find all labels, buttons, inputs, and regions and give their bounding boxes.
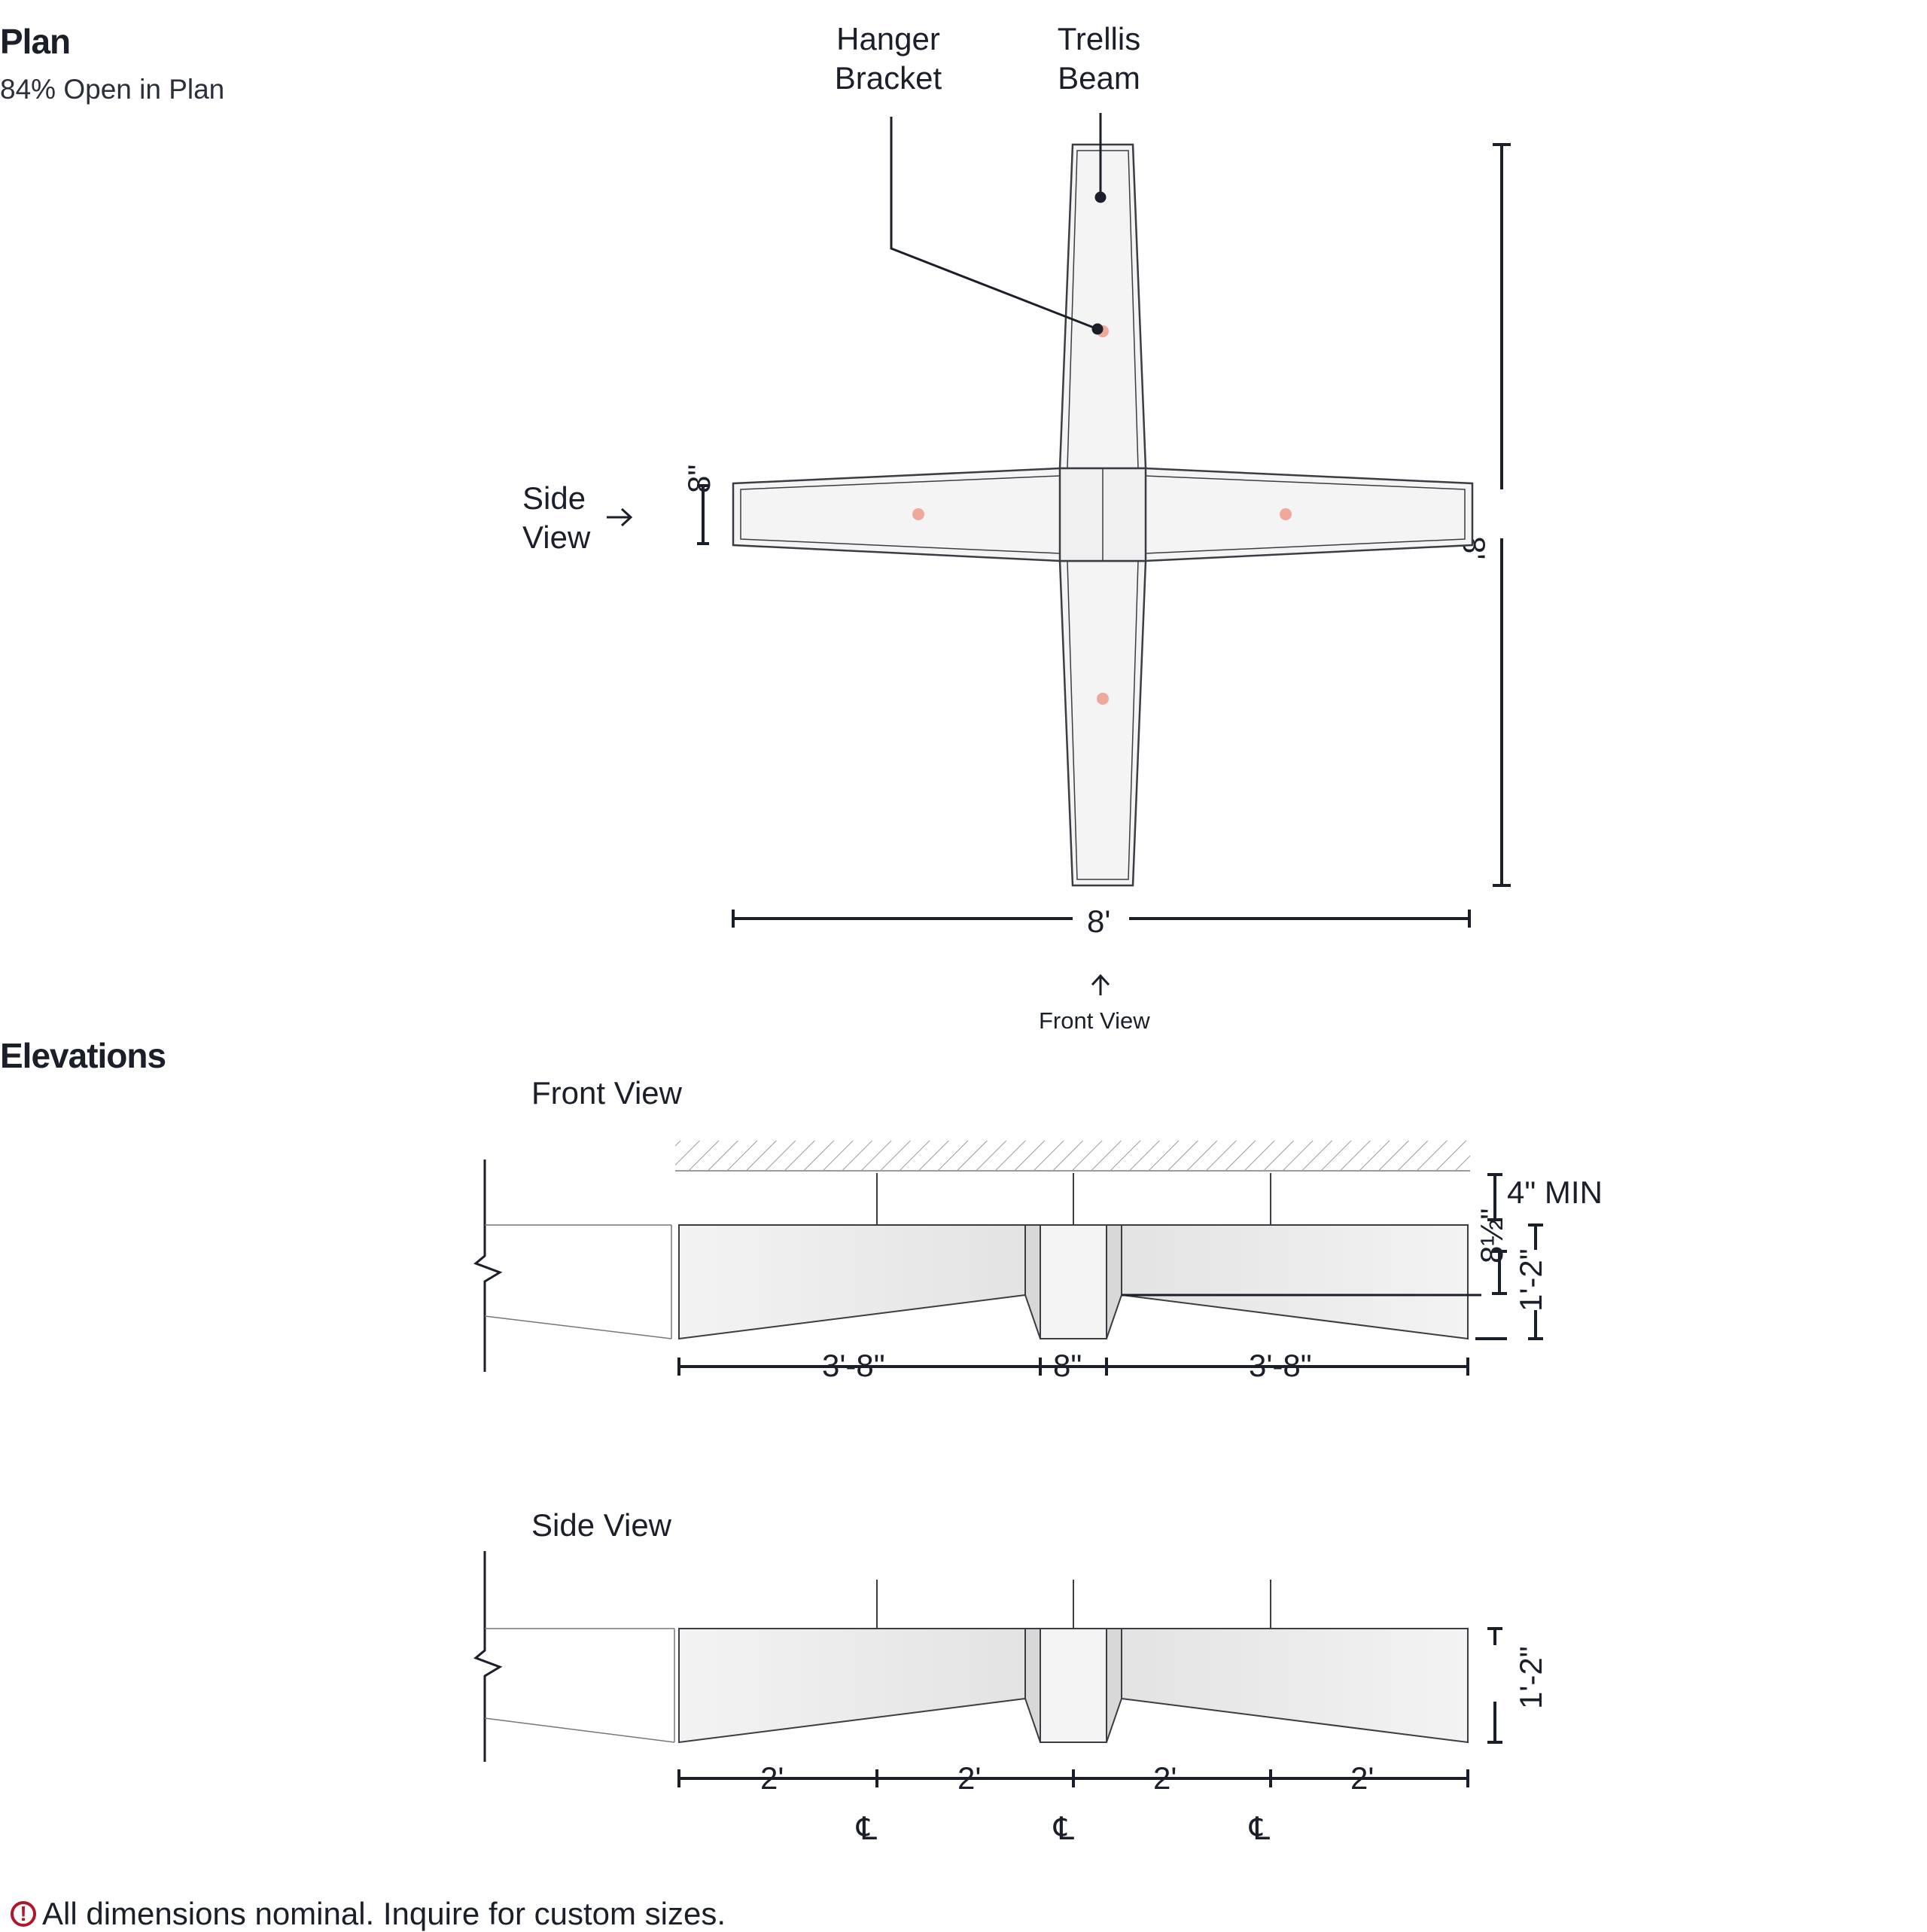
side-view-title: Side View: [531, 1507, 672, 1543]
front-center-hub: [1040, 1225, 1107, 1339]
side-view-arrow-label: Side View: [522, 480, 591, 555]
warning-icon: !: [11, 1901, 36, 1927]
plan-cross: [733, 145, 1472, 885]
side-center-hub: [1040, 1629, 1107, 1742]
hanger-bracket-dot-left: [912, 508, 924, 520]
side-span-3: 2': [1149, 1760, 1181, 1796]
front-hanger-rods: [877, 1173, 1271, 1225]
plan-title: Plan: [0, 22, 71, 61]
front-view-arrow-label: Front View: [1039, 1007, 1150, 1034]
centerline-symbol-3: ℄: [1250, 1811, 1270, 1846]
footer-note-text: All dimensions nominal. Inquire for custom sizes.: [42, 1896, 726, 1931]
centerline-symbol-1: ℄: [857, 1811, 877, 1846]
side-depth-dimension: 1'-2": [1513, 1646, 1548, 1709]
overall-width-dimension: 8': [1082, 904, 1115, 940]
ceiling-hatch: [675, 1141, 1470, 1171]
center-span-dimension: 8": [1050, 1348, 1085, 1384]
clearance-dimension: 4" MIN: [1507, 1175, 1603, 1210]
front-break-line: [476, 1160, 500, 1372]
side-hanger-rods: [877, 1580, 1271, 1629]
hanger-bracket-dot-right: [1280, 508, 1292, 520]
hanger-bracket-dot-bottom: [1097, 693, 1109, 705]
centerline-symbol-2: ℄: [1054, 1811, 1074, 1846]
side-left-bevel: [1025, 1629, 1040, 1742]
front-right-panel: [1122, 1225, 1468, 1339]
end-depth-dimension: 8½": [1474, 1208, 1509, 1263]
elevations-title: Elevations: [0, 1036, 166, 1075]
side-span-4: 2': [1346, 1760, 1378, 1796]
front-view-title: Front View: [531, 1075, 682, 1111]
arm-width-dimension: 8": [681, 464, 717, 493]
front-adjacent-panel: [485, 1225, 671, 1339]
plan-subtitle: 84% Open in Plan: [0, 74, 225, 105]
front-left-panel: [679, 1225, 1025, 1339]
side-break-line: [476, 1551, 500, 1762]
side-right-panel: [1122, 1629, 1468, 1742]
left-span-dimension: 3'-8": [819, 1348, 888, 1384]
hanger-bracket-label: Hanger Bracket: [834, 21, 942, 96]
front-left-bevel: [1025, 1225, 1040, 1339]
front-right-bevel: [1107, 1225, 1122, 1339]
overall-height-dimension: 8': [1457, 536, 1492, 560]
center-depth-dimension: 1'-2": [1513, 1248, 1548, 1312]
trellis-beam-label: Trellis Beam: [1057, 21, 1141, 96]
footer-note: [11, 1896, 726, 1932]
side-right-bevel: [1107, 1629, 1122, 1742]
side-left-panel: [679, 1629, 1025, 1742]
side-span-1: 2': [756, 1760, 788, 1796]
front-view-arrow-icon: [1092, 976, 1109, 995]
right-span-dimension: 3'-8": [1246, 1348, 1315, 1384]
side-adjacent-panel: [485, 1629, 674, 1742]
side-span-2: 2': [953, 1760, 985, 1796]
side-view-arrow-icon: [607, 509, 631, 526]
